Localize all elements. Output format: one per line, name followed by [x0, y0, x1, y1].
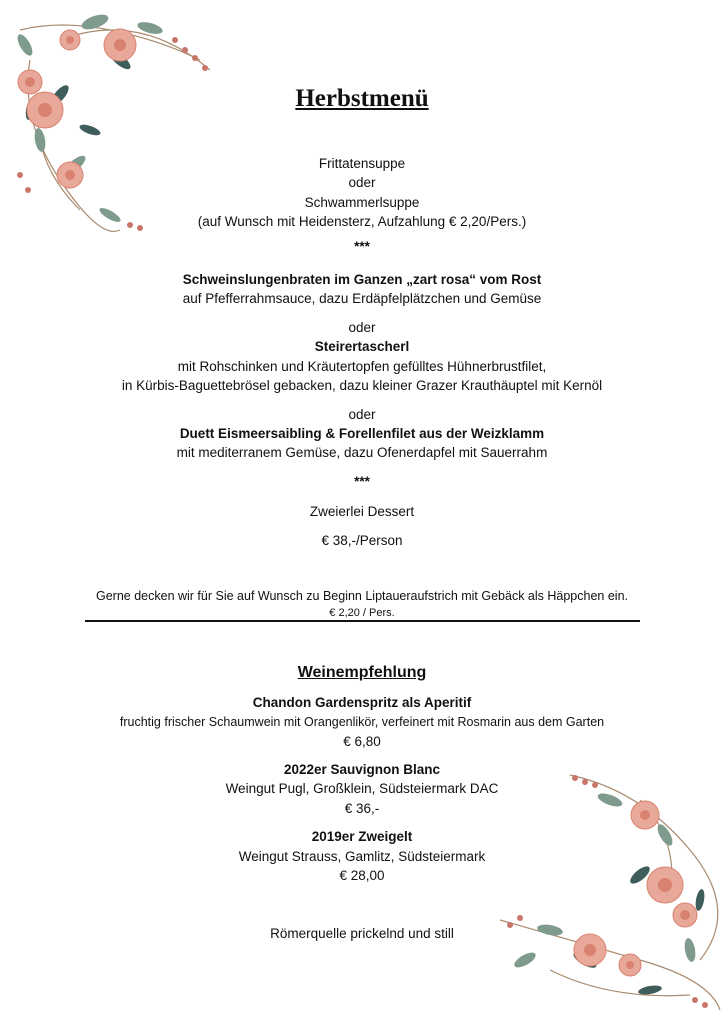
separator-2: ***	[354, 474, 370, 489]
separator: ***	[354, 239, 370, 254]
main-3-name: Duett Eismeersaibling & Forellenfilet aus der Weizklamm	[179, 426, 545, 441]
menu-title: Herbstmenü	[295, 85, 429, 112]
main-or-1: oder	[348, 320, 376, 335]
wine-1-price: € 6,80	[343, 734, 381, 749]
wine-2-price: € 36,-	[344, 801, 380, 816]
main-1-name: Schweinslungenbraten im Ganzen „zart rosa“ vom Rost	[182, 272, 542, 287]
main-1-description: auf Pfefferrahmsauce, dazu Erdäpfelplätzchen und Gemüse	[182, 291, 542, 306]
main-2-name: Steirertascherl	[314, 339, 410, 354]
wine-3-description: Weingut Strauss, Gamlitz, Südsteiermark	[238, 849, 486, 864]
main-or-2: oder	[348, 407, 376, 422]
wine-3-price: € 28,00	[339, 868, 385, 883]
main-3-description: mit mediterranem Gemüse, dazu Ofenerdapfel mit Sauerrahm	[176, 445, 548, 460]
extra-offer-price: € 2,20 / Pers.	[329, 607, 395, 619]
starter-soup-2: Schwammerlsuppe	[304, 195, 420, 210]
starter-or: oder	[348, 175, 376, 190]
wine-2-name: 2022er Sauvignon Blanc	[283, 762, 441, 777]
starter-note: (auf Wunsch mit Heidensterz, Aufzahlung € 2,20/Pers.)	[197, 214, 527, 229]
main-2-description-1: mit Rohschinken und Kräutertopfen gefülltes Hühnerbrustfilet,	[177, 359, 547, 374]
wine-title: Weinempfehlung	[297, 664, 427, 681]
wine-2-description: Weingut Pugl, Großklein, Südsteiermark DAC	[225, 781, 499, 796]
wine-3-name: 2019er Zweigelt	[311, 829, 413, 844]
dessert: Zweierlei Dessert	[309, 504, 415, 519]
extra-offer: Gerne decken wir für Sie auf Wunsch zu Beginn Liptaueraufstrich mit Gebäck als Häppchen ein.	[96, 589, 628, 603]
starter-soup-1: Frittatensuppe	[318, 156, 406, 171]
menu-price: € 38,-/Person	[321, 533, 403, 548]
divider-line	[85, 620, 640, 622]
main-2-description-2: in Kürbis-Baguettebrösel gebacken, dazu kleiner Grazer Krauthäuptel mit Kernöl	[121, 378, 603, 393]
wine-1-name: Chandon Gardenspritz als Aperitif	[252, 695, 472, 710]
wine-1-description: fruchtig frischer Schaumwein mit Orangenlikör, verfeinert mit Rosmarin aus dem Garten	[119, 715, 605, 729]
water-offer: Römerquelle prickelnd und still	[270, 926, 454, 941]
